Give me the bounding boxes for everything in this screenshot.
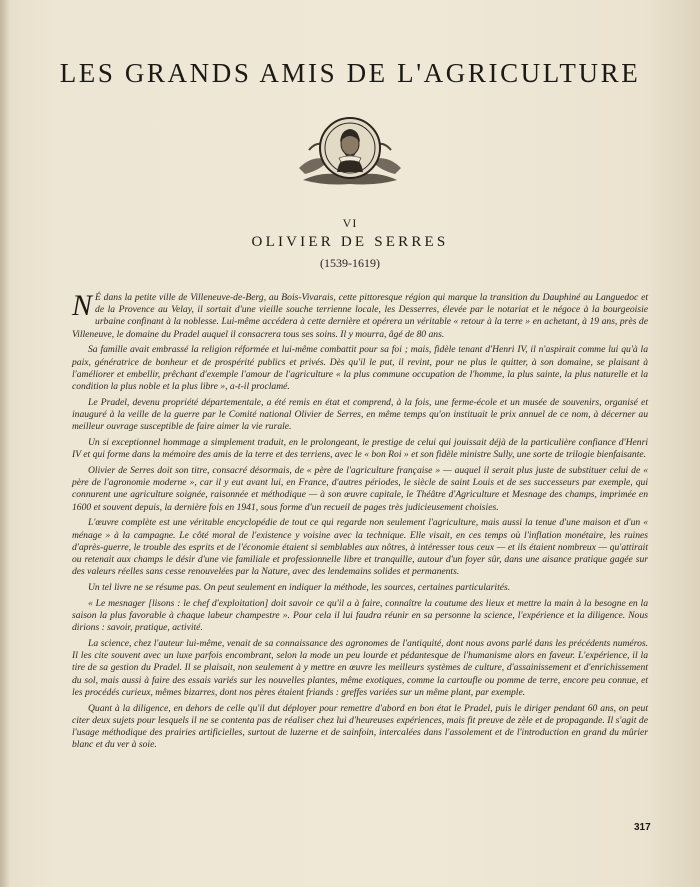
paragraph: Le Pradel, devenu propriété départementale, a été remis en état et comprend, à la fois, une ferme-école et un musée de souvenirs, organisé et inauguré à la veille de la guerre par le Comité national Olivier de Serres, en même temps qu'on instituait le prix annuel de ce nom, à décerner au meilleur ouvrage susceptible de faire aimer la vie rurale. [72,396,648,433]
page-title: LES GRANDS AMIS DE L'AGRICULTURE [59,58,641,88]
portrait-medallion-icon [295,110,405,194]
paragraph: L'œuvre complète est une véritable encyclopédie de tout ce qui regarde non seulement l'agriculture, mais aussi la tenue d'une maison et d'un « ménage » à la campagne. Le côté moral de l'existence y voisine avec la technique. Elle visait, en ces temps où l'inflation monétaire, les ruines d'après-guerre, le trouble des esprits et de l'économie étaient si semblables aux nôtres, à intéresser tous ceux — et ils étaient nombreux — qu'attirait ou retenait aux champs le désir d'une vie familiale et professionnelle libre et tranquille, autour d'un foyer sûr, dans une aisance pratique gagée sur des valeurs réelles sans cesse renouvelées par la Nature, avec des lendemains solides et permanents. [72,517,648,578]
chapter-dates: (1539-1619) [320,256,380,270]
page-number: 317 [634,822,651,833]
page-edge [0,0,10,887]
paragraph: Olivier de Serres doit son titre, consacré désormais, de « père de l'agriculture française » — auquel il serait plus juste de substituer celui de « père de l'agronomie moderne », car il y eut avant lui, en France, d'autres périodes, le siècle de saint Louis et de ses successeurs par exemple, qui connurent une agriculture soignée, raisonnée et méthodique — à son œuvre capitale, le Théâtre d'Agriculture et Mesnage des champs, imprimée en 1600 et souvent depuis, la dernière fois en 1941, sous forme d'un recueil de pages très judicieusement choisies. [72,465,648,513]
paragraph: N É dans la petite ville de Villeneuve-de-Berg, au Bois-Vivarais, cette pittoresque région qui marque la transition du Dauphiné au Languedoc et de la Provence au Velay, il sortait d'une vieille souche terrienne locale, les Desserres, élevée par le notariat et le négoce à la bourgeoisie urbaine confinant à la noblesse. Lui-même accédera à cette dernière et opérera un véritable « retour à la terre » en achetant, à 19 ans, près de Villeneuve, le domaine du Pradel auquel il consacrera tous ses soins. Il y mourra, âgé de 80 ans. [72,289,648,340]
paragraph: Quant à la diligence, en dehors de celle qu'il dut déployer pour remettre d'abord en bon état le Pradel, puis le diriger pendant 60 ans, on peut citer deux sujets pour lesquels il ne se contenta pas de réaliser chez lui d'heureuses expériences, mais fit preuve de zèle et de propagande. Il s'agit de l'usage méthodique des prairies artificielles, surtout de luzerne et de sainfoin, intercalées dans l'assolement et de l'introduction en grand du mûrier blanc et du ver à soie. [72,702,648,751]
chapter-number: VI [342,216,358,230]
paragraph: Un si exceptionnel hommage a simplement traduit, en le prolongeant, le prestige de celui qui jouissait déjà de la particulière confiance d'Henri IV et qui forme dans la mémoire des amis de la terre et des terriens, avec le « bon Roi » et son fidèle ministre Sully, une sorte de trilogie bienfaisante. [72,437,648,461]
chapter-heading: OLIVIER DE SERRES [251,234,449,250]
article-body [72,289,648,755]
paragraph: Un tel livre ne se résume pas. On peut seulement en indiquer la méthode, les sources, certaines particularités. [88,582,511,594]
paragraph: La science, chez l'auteur lui-même, venait de sa connaissance des agronomes de l'antiquité, dont nous avons parlé dans les précédents numéros. Il les cite souvent avec un luxe parfois encombrant, selon la mode un peu lourde et pédantesque de l'humanisme alors en faveur. L'expérience, il la tire de sa gestion du Pradel. Il se plaisait, non seulement à y mettre en œuvre les meilleurs systèmes de culture, d'assainissement et d'enrichissement du sol, mais aussi à faire des essais variés sur les nouvelles plantes, même exotiques, comme la cartoufle ou pomme de terre, encore peu connue, et les procédés curieux, mêmes bizarres, dont nos pères étaient friands : greffes variées sur un même plant, par exemple. [72,638,648,698]
paragraph: « Le mesnager [lisons : le chef d'exploitation] doit savoir ce qu'il a à faire, connaître la coutume des lieux et mettre la main à la besogne en la saison la plus favorable à chaque labeur champestre ». Pour cela il lui faudra réunir en sa personne la science, l'expérience et la diligence. Nous dirions : savoir, pratique, activité. [72,597,648,634]
paragraph: Sa famille avait embrassé la religion réformée et lui-même combattit pour sa foi ; mais, fidèle tenant d'Henri IV, il n'aspirait comme lui qu'à la paix, génératrice de bonheur et de prospérité publics et privés. Dès qu'il le put, il revint, pour ne plus le quitter, à son domaine, se plaisant à l'améliorer et embellir, prêchant d'exemple l'amour de l'agriculture « la plus commune occupation de l'homme, la plus sainte, la plus naturelle et la condition la plus noble et la plus libre », a-t-il proclamé. [72,344,648,393]
drop-cap: N [72,289,93,322]
